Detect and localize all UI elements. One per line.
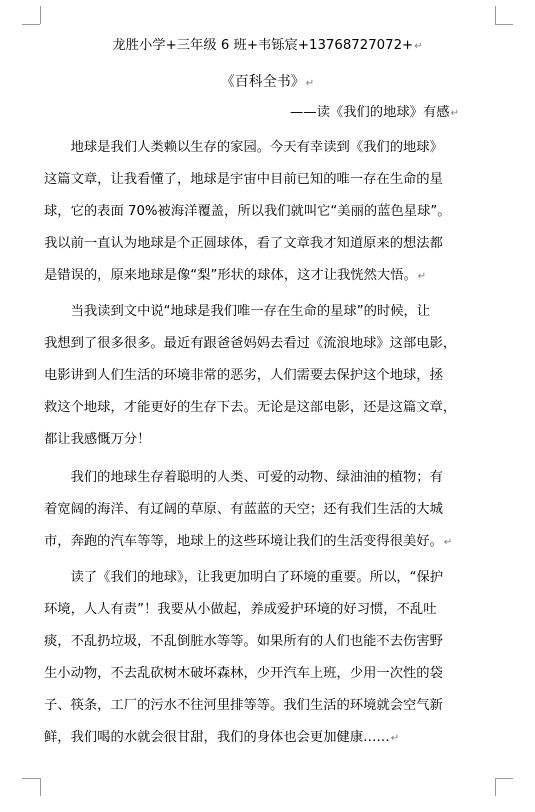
body-line-text: 都让我感慨万分！ [44, 432, 151, 447]
paragraph-mark: ↵ [417, 271, 427, 282]
body-line [44, 598, 494, 622]
body-line [44, 264, 494, 288]
body-line [44, 136, 494, 160]
body-line [44, 726, 494, 750]
body-line [44, 200, 494, 224]
subtitle-line [290, 101, 520, 125]
body-line-text: 我想到了很多很多。最近有跟爸爸妈妈去看过《流浪地球》这部电影， [44, 336, 457, 351]
body-line-text: 子、筷条，工厂的污水不往河里排等等。我们生活的环境就会空气新 [44, 698, 443, 713]
crop-mark-bottom-right-v [495, 778, 496, 796]
author-header: 龙胜小学+三年级 6 班+韦铄宸+13768727072+ [112, 38, 414, 53]
crop-mark-top-right-v [495, 6, 496, 24]
paragraph-mark: ↵ [450, 108, 459, 119]
body-line-text: 地球是我们人类赖以生存的家园。今天有幸读到《我们的地球》 [44, 140, 443, 155]
body-line [44, 168, 494, 192]
body-line-text: 球，它的表面 70%被海洋覆盖，所以我们就叫它“美丽的蓝色星球”。 [44, 204, 451, 219]
crop-mark-bottom-right-h [495, 778, 513, 779]
body-line-text: 痰，不乱扔垃圾，不乱倒脏水等等。如果所有的人们也能不去伤害野 [44, 634, 443, 649]
body-line [44, 428, 494, 452]
paragraph-mark: ↵ [443, 537, 453, 548]
body-line [44, 300, 494, 324]
body-line-text: 读了《我们的地球》，让我更加明白了环境的重要。所以，“保护 [44, 570, 444, 585]
body-line [44, 630, 494, 654]
body-line-text: 救这个地球，才能更好的生存下去。无论是这部电影，还是这篇文章， [44, 400, 457, 415]
body-line-text: 生小动物，不去乱砍树木破坏森林，少开汽车上班，少用一次性的袋 [44, 666, 443, 681]
document-title: 《百科全书》 [220, 74, 305, 90]
title-line [0, 70, 535, 94]
crop-mark-bottom-left-h [22, 778, 40, 779]
paragraph-mark: ↵ [414, 41, 423, 52]
document-subtitle: ——读《我们的地球》有感 [290, 105, 450, 120]
body-line-text: 着宽阔的海洋、有辽阔的草原、有蓝蓝的天空；还有我们生活的大城 [44, 502, 443, 517]
body-line-text: 环境，人人有责”！我要从小做起，养成爱护环境的好习惯，不乱吐 [44, 602, 437, 617]
paragraph-mark: ↵ [390, 733, 400, 744]
body-line [44, 332, 494, 356]
body-line-text: 当我读到文中说“地球是我们唯一存在生命的星球”的时候，让 [44, 304, 431, 319]
body-line [44, 232, 494, 256]
body-line [44, 530, 494, 554]
body-line-text: 电影讲到人们生活的环境非常的恶劣，人们需要去保护这个地球，拯 [44, 368, 443, 383]
crop-mark-top-left-v [40, 6, 41, 24]
body-line-text: 我们的地球生存着聪明的人类、可爱的动物、绿油油的植物；有 [44, 470, 443, 485]
body-line-text: 我以前一直认为地球是个正圆球体，看了文章我才知道原来的想法都 [44, 236, 443, 251]
body-line [44, 694, 494, 718]
body-line [44, 364, 494, 388]
author-header-line [0, 34, 535, 58]
crop-mark-top-right-h [495, 24, 513, 25]
body-line [44, 662, 494, 686]
body-line [44, 466, 494, 490]
body-line [44, 566, 494, 590]
paragraph-mark: ↵ [305, 78, 315, 89]
body-line-text: 市，奔跑的汽车等等，地球上的这些环境让我们的生活变得很美好。 [44, 534, 443, 549]
crop-mark-bottom-left-v [40, 778, 41, 796]
body-line-text: 鲜，我们喝的水就会很甘甜，我们的身体也会更加健康…… [44, 730, 390, 745]
body-line [44, 498, 494, 522]
crop-mark-top-left-h [22, 24, 40, 25]
body-line [44, 396, 494, 420]
body-line-text: 这篇文章，让我看懂了，地球是宇宙中目前已知的唯一存在生命的星 [44, 172, 443, 187]
body-line-text: 是错误的，原来地球是像“梨”形状的球体，这才让我恍然大悟。 [44, 268, 417, 283]
